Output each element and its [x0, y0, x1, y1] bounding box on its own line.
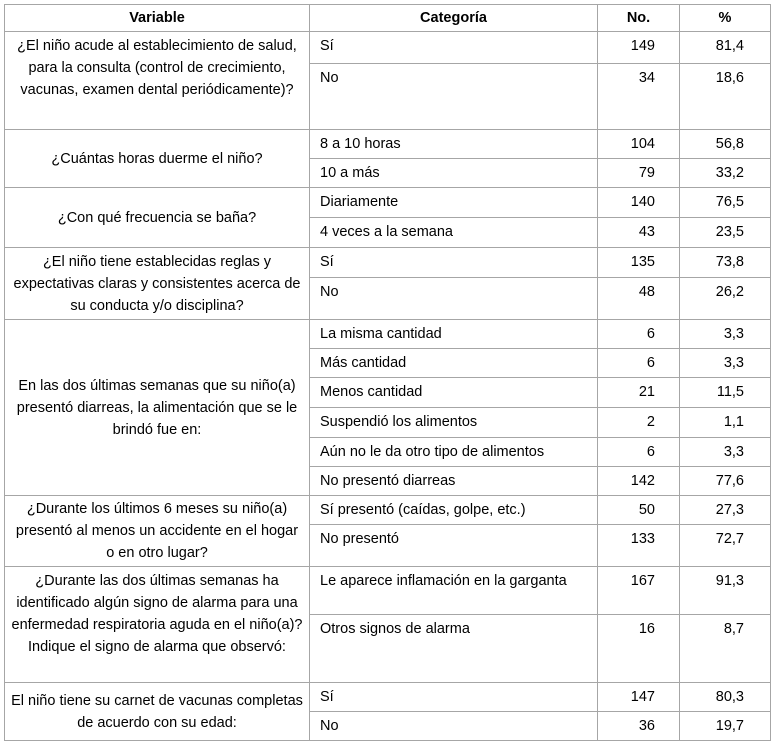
percent-cell: 56,8 — [680, 130, 771, 159]
percent-cell: 80,3 — [680, 683, 771, 712]
category-cell: No — [310, 64, 598, 130]
percent-cell: 73,8 — [680, 248, 771, 278]
percent-cell: 33,2 — [680, 159, 771, 188]
category-cell: La misma cantidad — [310, 320, 598, 349]
percent-cell: 81,4 — [680, 32, 771, 64]
count-cell: 48 — [598, 278, 680, 320]
table-row — [5, 130, 771, 159]
percent-cell: 3,3 — [680, 438, 771, 467]
category-cell: Menos cantidad — [310, 378, 598, 408]
category-cell: Sí — [310, 32, 598, 64]
header-no: No. — [598, 5, 680, 32]
category-cell: 4 veces a la semana — [310, 218, 598, 248]
count-cell: 104 — [598, 130, 680, 159]
category-cell: Sí — [310, 248, 598, 278]
percent-cell: 1,1 — [680, 408, 771, 438]
count-cell: 135 — [598, 248, 680, 278]
category-cell: Diariamente — [310, 188, 598, 218]
percent-cell: 18,6 — [680, 64, 771, 130]
table-row — [5, 188, 771, 218]
percent-cell: 27,3 — [680, 496, 771, 525]
percent-cell: 19,7 — [680, 712, 771, 741]
count-cell: 142 — [598, 467, 680, 496]
category-cell: No presentó — [310, 525, 598, 567]
table-row — [5, 567, 771, 615]
header-percent: % — [680, 5, 771, 32]
category-cell: Le aparece inflamación en la garganta — [310, 567, 598, 615]
percent-cell: 77,6 — [680, 467, 771, 496]
header-variable: Variable — [5, 5, 310, 32]
count-cell: 147 — [598, 683, 680, 712]
category-cell: Aún no le da otro tipo de alimentos — [310, 438, 598, 467]
percent-cell: 3,3 — [680, 320, 771, 349]
count-cell: 79 — [598, 159, 680, 188]
category-cell: 10 a más — [310, 159, 598, 188]
category-cell: 8 a 10 horas — [310, 130, 598, 159]
count-cell: 50 — [598, 496, 680, 525]
category-cell: No — [310, 278, 598, 320]
count-cell: 6 — [598, 349, 680, 378]
category-cell: No presentó diarreas — [310, 467, 598, 496]
variable-cell: ¿El niño tiene establecidas reglas y expectativas claras y consistentes acerca de su conducta y/o disciplina? — [5, 248, 310, 320]
variable-cell: ¿Cuántas horas duerme el niño? — [5, 130, 310, 188]
percent-cell: 23,5 — [680, 218, 771, 248]
count-cell: 36 — [598, 712, 680, 741]
variable-cell: El niño tiene su carnet de vacunas completas de acuerdo con su edad: — [5, 683, 310, 741]
count-cell: 140 — [598, 188, 680, 218]
count-cell: 21 — [598, 378, 680, 408]
table-row — [5, 683, 771, 712]
category-cell: Sí presentó (caídas, golpe, etc.) — [310, 496, 598, 525]
count-cell: 34 — [598, 64, 680, 130]
category-cell: Suspendió los alimentos — [310, 408, 598, 438]
variable-cell: ¿Con qué frecuencia se baña? — [5, 188, 310, 248]
header-categoria: Categoría — [310, 5, 598, 32]
count-cell: 2 — [598, 408, 680, 438]
variable-cell: En las dos últimas semanas que su niño(a) presentó diarreas, la alimentación que se le brindó fue en: — [5, 320, 310, 496]
percent-cell: 11,5 — [680, 378, 771, 408]
category-cell: No — [310, 712, 598, 741]
category-cell: Otros signos de alarma — [310, 615, 598, 683]
count-cell: 16 — [598, 615, 680, 683]
count-cell: 133 — [598, 525, 680, 567]
table-row — [5, 248, 771, 278]
percent-cell: 76,5 — [680, 188, 771, 218]
percent-cell: 26,2 — [680, 278, 771, 320]
data-table — [4, 4, 771, 741]
table-row — [5, 32, 771, 64]
count-cell: 167 — [598, 567, 680, 615]
header-row — [5, 5, 771, 32]
variable-cell: ¿Durante las dos últimas semanas ha identificado algún signo de alarma para una enfermedad respiratoria aguda en el niño(a)? Indique el signo de alarma que observó: — [5, 567, 310, 683]
table-row — [5, 496, 771, 525]
category-cell: Sí — [310, 683, 598, 712]
percent-cell: 72,7 — [680, 525, 771, 567]
table-row — [5, 320, 771, 349]
count-cell: 6 — [598, 320, 680, 349]
category-cell: Más cantidad — [310, 349, 598, 378]
variable-cell: ¿Durante los últimos 6 meses su niño(a) presentó al menos un accidente en el hogar o en otro lugar? — [5, 496, 310, 567]
count-cell: 43 — [598, 218, 680, 248]
percent-cell: 3,3 — [680, 349, 771, 378]
count-cell: 6 — [598, 438, 680, 467]
percent-cell: 91,3 — [680, 567, 771, 615]
variable-cell: ¿El niño acude al establecimiento de salud, para la consulta (control de crecimiento, vacunas, examen dental periódicamente)? — [5, 32, 310, 130]
count-cell: 149 — [598, 32, 680, 64]
percent-cell: 8,7 — [680, 615, 771, 683]
